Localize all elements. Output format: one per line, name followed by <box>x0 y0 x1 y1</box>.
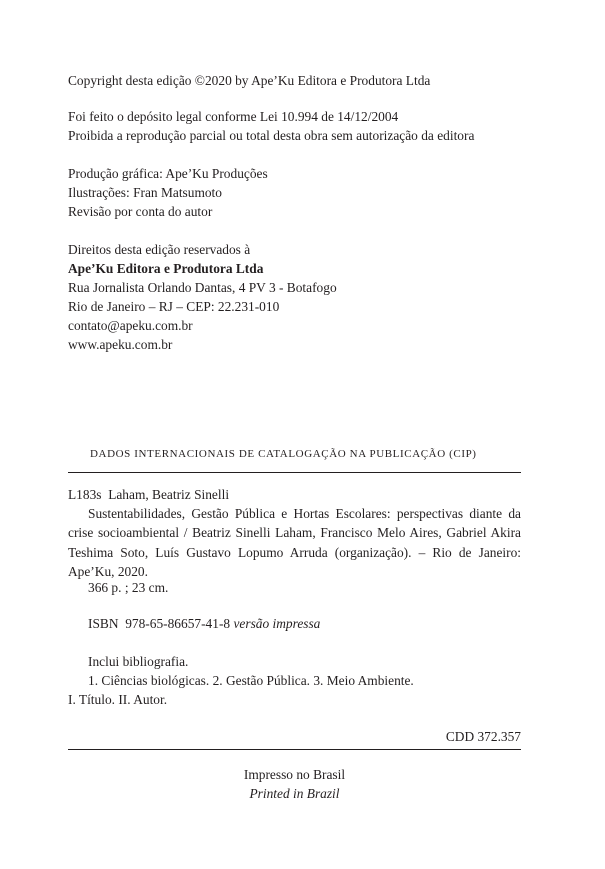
illustration-credit: Ilustrações: Fran Matsumoto <box>68 185 222 200</box>
isbn-label: ISBN <box>88 616 119 631</box>
cip-subjects: 1. Ciências biológicas. 2. Gestão Pública. 3. Meio Ambiente. <box>88 673 414 688</box>
publisher-city: Rio de Janeiro – RJ – CEP: 22.231-010 <box>68 299 280 314</box>
cip-entries: I. Título. II. Autor. <box>68 692 168 707</box>
call-number: L183s <box>68 487 102 502</box>
isbn-number: 978-65-86657-41-8 <box>125 616 231 631</box>
cip-author: Laham, Beatriz Sinelli <box>108 487 230 502</box>
printed-in-pt: Impresso no Brasil <box>243 767 346 782</box>
cip-description: Sustentabilidades, Gestão Pública e Hortas Escolares: perspectivas diante da crise socioambiental / Beatriz Sinelli Laham, Francisco Melo Aires, Gabriel Akira Teshima Soto, Luís Gustavo Lopumo Arruda (organização). – Rio de Janeiro: Ape’Ku, 2020. <box>68 506 521 580</box>
reproduction-notice: Proibida a reprodução parcial ou total desta obra sem autorização da editora <box>68 128 475 143</box>
cip-bottom-rule <box>68 749 521 750</box>
publisher-name: Ape’Ku Editora e Produtora Ltda <box>68 261 264 276</box>
cip-author-line <box>68 486 229 505</box>
publisher-email[interactable]: contato@apeku.com.br <box>68 318 193 333</box>
rights-reserved: Direitos desta edição reservados à <box>68 242 251 257</box>
cip-pages: 366 p. ; 23 cm. <box>88 580 169 595</box>
production-credit: Produção gráfica: Ape’Ku Produções <box>68 166 268 181</box>
copyright-notice: Copyright desta edição ©2020 by Ape’Ku Editora e Produtora Ltda <box>68 73 431 88</box>
isbn-note: versão impressa <box>233 616 321 631</box>
revision-credit: Revisão por conta do autor <box>68 204 213 219</box>
cdd-number: CDD 372.357 <box>445 729 521 744</box>
publisher-website[interactable]: www.apeku.com.br <box>68 337 173 352</box>
publisher-street: Rua Jornalista Orlando Dantas, 4 PV 3 - Botafogo <box>68 280 337 295</box>
cip-top-rule <box>68 472 521 473</box>
cip-isbn-line <box>88 615 320 634</box>
legal-deposit: Foi feito o depósito legal conforme Lei 10.994 de 14/12/2004 <box>68 109 399 124</box>
cip-bibliography: Inclui bibliografia. <box>88 654 189 669</box>
cip-heading: DADOS INTERNACIONAIS DE CATALOGAÇÃO NA PUBLICAÇÃO (CIP) <box>90 448 477 460</box>
printed-in-en: Printed in Brazil <box>249 786 340 801</box>
